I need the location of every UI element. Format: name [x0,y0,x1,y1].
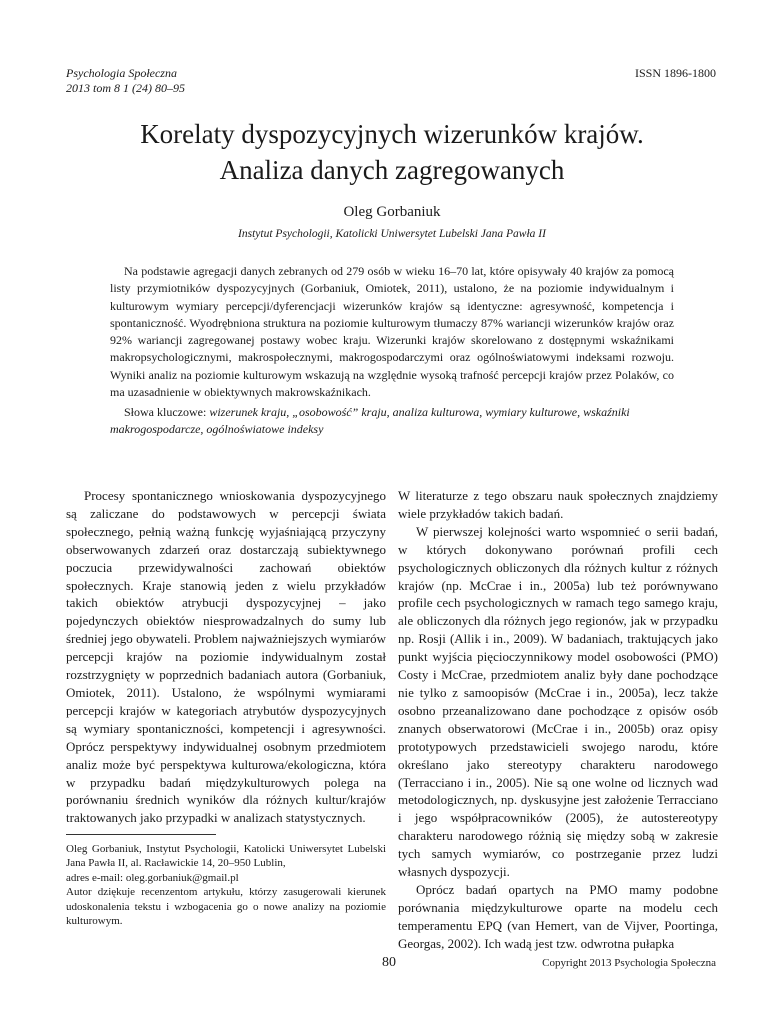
body-paragraph: Procesy spontanicznego wnioskowania dyspozycyjnego są zaliczane do podstawowych w percepcji świata społecznego, pełnią ważną funkcję wyjaśniającą przyczyny obserwowanych zdarzeń oraz dostarczają subiektywnego poczucia przewidywalności zachowań obiektów społecznych. Kraje stanowią jeden z wielu przykładów takich obiektów atrybucji dyspozycyjnej – jako pojedynczych obiektów niesprowadzalnych do sumy lub średniej jego obywateli. Problem najważniejszych wymiarów percepcji krajów na poziomie indywidualnym został rozstrzygnięty w poprzednich badaniach autora (Gorbaniuk, Omiotek, 2011). Ustalono, że wspólnymi wymiarami percepcji krajów w kategoriach atrybutów dyspozycyjnych są wymiary spontaniczności, kompetencji i agresywności. Oprócz perspektywy indywidualnej osobnym przedmiotem analiz może być perspektywa kulturowa/ekologiczna, która w przypadku badań międzykulturowych polega na porównaniu średnich wyników dla różnych kultur/krajów traktowanych jako przypadki w analizach statystycznych. [66,488,386,826]
body-paragraph: Oprócz badań opartych na PMO mamy podobne porównania międzykulturowe oparte na modelu cech temperamentu EPQ (van Hemert, van de Vijver, Poortinga, Georgas, 2002). Ich wadą jest tzw. odwrotna pułapka [398,881,718,951]
right-column [398,487,718,953]
author-affiliation: Instytut Psychologii, Katolicki Uniwersytet Lubelski Jana Pawła II [238,228,546,240]
issn: ISSN 1896-1800 [634,66,716,80]
journal-name: Psychologia Społeczna [66,66,177,80]
title-line-1: Korelaty dyspozycyjnych wizerunków krajów. [140,119,644,149]
footnote-divider [66,834,216,835]
footnote [66,842,386,928]
page-number: 80 [382,955,396,970]
footnote-thanks: Autor dziękuje recenzentom artykułu, którzy zasugerowali kierunek udoskonalenia tekstu i wzbogacenia go o nowe analizy na poziomie kulturowym. [66,886,386,928]
title-line-2: Analiza danych zagregowanych [219,155,565,185]
journal-issue: 2013 tom 8 1 (24) 80–95 [66,81,185,95]
footnote-address: Oleg Gorbaniuk, Instytut Psychologii, Katolicki Uniwersytet Lubelski Jana Pawła II, al. Racławickie 14, 20–950 Lublin, [66,843,386,870]
body-paragraph: W pierwszej kolejności warto wspomnieć o serii badań, w których dokonywano porównań profili cech psychologicznych obliczonych dla różnych kultur z różnych krajów (np. McCrae i in., 2005a) lub też porównywano profile cech psychologicznych w ramach tego samego kraju, ale obliczonych dla różnych jego regionów, jak w przypadku np. Rosji (Allik i in., 2009). W badaniach, traktujących jako punkt wyjścia pięcioczynnikowy model osobowości (PMO) Costy i McCrae, przedmiotem analiz były dane pochodzące nie tylko z samoopisów (McCrae i in., 2005a), lecz także osobno przeanalizowano dane pochodzące z opisów osób znanych obserwatorowi (McCrae i in., 2005b) oraz opisy prototypowych przedstawicieli swojego narodu, które określano jako stereotypy charakteru narodowego (Terracciano i in., 2005). Nie są one wolne od licznych wad metodologicznych, np. dyskusyjne jest założenie Terracciano i jego współpracowników (2005), że autostereotypy charakteru narodowego różnią się między sobą w zakresie tych samych wymiarów, co postrzeganie przez ludzi własnych dyspozycji. [398,523,718,880]
left-column [66,487,386,827]
keywords-label: Słowa kluczowe: [124,405,207,419]
article-title [60,116,724,188]
keywords [110,404,674,438]
author-name: Oleg Gorbaniuk [343,204,441,220]
journal-header [66,66,185,96]
body-paragraph: W literaturze z tego obszaru nauk społecznych znajdziemy wiele przykładów takich badań. [398,488,718,521]
copyright: Copyright 2013 Psychologia Społeczna [542,957,716,969]
keywords-list: wizerunek kraju, „osobowość” kraju, analiza kulturowa, wymiary kulturowe, wskaźniki makrogospodarcze, ogólnoświatowe indeksy [110,405,630,436]
footnote-email: adres e-mail: oleg.gorbaniuk@gmail.pl [66,871,239,884]
abstract: Na podstawie agregacji danych zebranych od 279 osób w wieku 16–70 lat, które opisywały 40 krajów za pomocą listy przymiotników dyspozycyjnych (Gorbaniuk, Omiotek, 2011), ustalono, że na poziomie indywidualnym i kulturowym wymiary percepcji/dyferencjacji wizerunków krajów są identyczne: agresywność, kompetencja i spontaniczność. Wyodrębniona struktura na poziomie kulturowym tłumaczy 87% wariancji wizerunków krajów oraz 92% wariancji zagregowanej postawy wobec kraju. Wizerunki krajów skorelowano z dostępnymi wskaźnikami makropsychologicznymi, makrospołecznymi, makrogospodarczymi oraz ogólnoświatowymi indeksami rozwoju. Wyniki analiz na poziomie kulturowym wskazują na względnie wysoką trafność percepcji krajów przez Polaków, co ma uzasadnienie w obiektywnych makrowskaźnikach. [110,264,674,400]
